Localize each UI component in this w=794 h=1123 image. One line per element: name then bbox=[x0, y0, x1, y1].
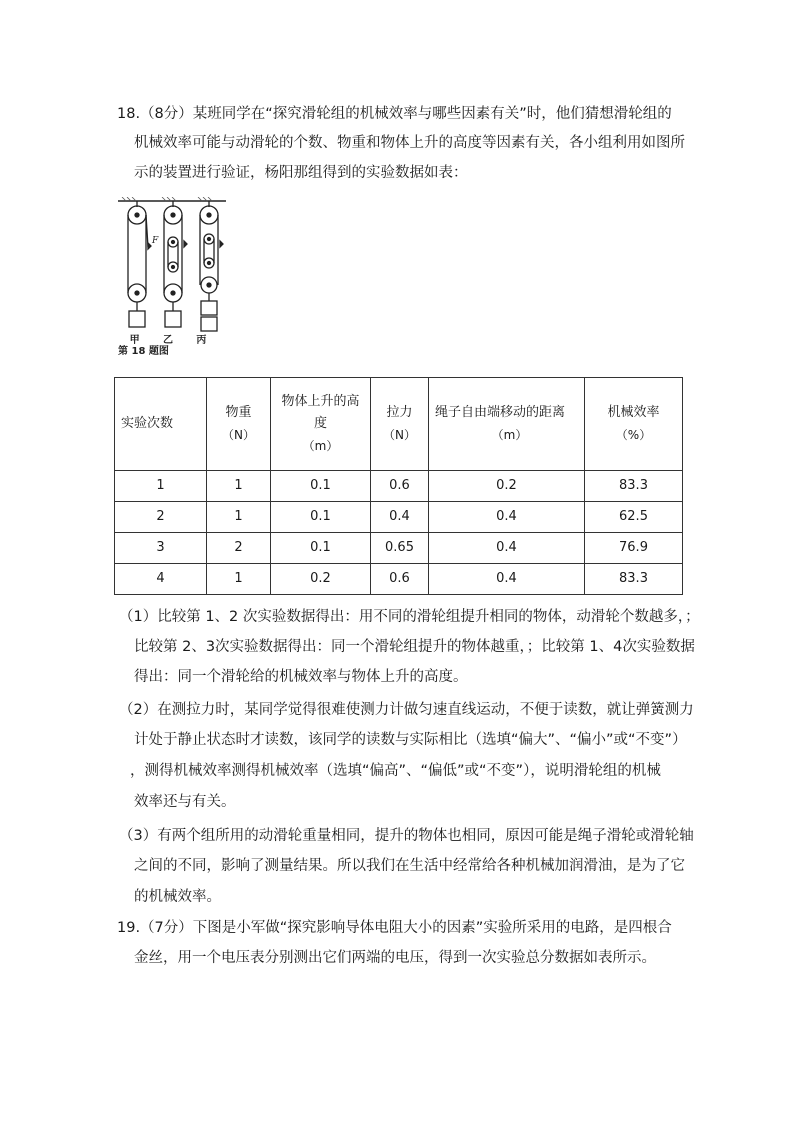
table-cell: 62.5 bbox=[585, 502, 683, 533]
q18-intro-line-2: 机械效率可能与动滑轮的个数、物重和物体上升的高度等因素有关，各小组利用如图所 bbox=[134, 135, 685, 151]
table-cell: 0.6 bbox=[371, 471, 429, 502]
table-cell: 0.1 bbox=[271, 533, 371, 564]
q18-part2-line-1: （2）在测拉力时，某同学觉得很难使测力计做匀速直线运动，不便于读数，就让弹簧测力 bbox=[119, 702, 694, 718]
table-row bbox=[115, 564, 683, 595]
table-row bbox=[115, 471, 683, 502]
q18-part2-line-2: 计处于静止状态时才读数，该同学的读数与实际相比（选填“偏大”、“偏小”或“不变”） bbox=[134, 732, 687, 748]
experiment-data-table bbox=[114, 377, 683, 595]
table-cell: 0.4 bbox=[429, 564, 585, 595]
table-cell: 4 bbox=[115, 564, 207, 595]
q18-part2-line-4: 效率还与有关。 bbox=[134, 794, 236, 810]
pulley-set-bing bbox=[200, 201, 223, 331]
table-cell: 0.2 bbox=[429, 471, 585, 502]
figure-caption-text: 第 18 题图 bbox=[118, 346, 169, 357]
pulley-diagram bbox=[118, 197, 230, 335]
table-cell: 0.1 bbox=[271, 502, 371, 533]
figure-label-jia: 甲 bbox=[129, 335, 140, 346]
q19-line-1: 19.（7分）下图是小军做“探究影响导体电阻大小的因素”实验所采用的电路，是四根合 bbox=[117, 920, 672, 936]
table-cell: 3 bbox=[115, 533, 207, 564]
table-cell: 0.2 bbox=[271, 564, 371, 595]
table-cell: 0.4 bbox=[371, 502, 429, 533]
table-cell: 83.3 bbox=[585, 564, 683, 595]
q18-part3-line-2: 之间的不同，影响了测量结果。所以我们在生活中经常给各种机械加润滑油，是为了它 bbox=[134, 858, 685, 874]
table-cell: 1 bbox=[207, 471, 271, 502]
figure-caption bbox=[118, 335, 230, 357]
table-cell: 0.65 bbox=[371, 533, 429, 564]
table-cell: 1 bbox=[207, 564, 271, 595]
table-cell: 1 bbox=[115, 471, 207, 502]
pulley-set-jia bbox=[128, 201, 151, 327]
table-cell: 0.4 bbox=[429, 533, 585, 564]
figure-label-yi: 乙 bbox=[162, 335, 173, 346]
pulley-figure bbox=[118, 197, 230, 357]
header-efficiency: 机械效率 （%） bbox=[585, 378, 683, 471]
q18-part3-line-3: 的机械效率。 bbox=[134, 889, 221, 905]
table-cell: 2 bbox=[207, 533, 271, 564]
header-pull-force: 拉力 （N） bbox=[371, 378, 429, 471]
header-rope-distance: 绳子自由端移动的距离 （m） bbox=[429, 378, 585, 471]
header-trial: 实验次数 bbox=[115, 378, 207, 471]
table-cell: 0.4 bbox=[429, 502, 585, 533]
table-cell: 76.9 bbox=[585, 533, 683, 564]
table-cell: 2 bbox=[115, 502, 207, 533]
table-cell: 0.6 bbox=[371, 564, 429, 595]
header-weight: 物重 （N） bbox=[207, 378, 271, 471]
table-row bbox=[115, 502, 683, 533]
q18-part1-line-3: 得出：同一个滑轮给的机械效率与物体上升的高度。 bbox=[134, 669, 468, 685]
q19-line-2: 金丝，用一个电压表分别测出它们两端的电压，得到一次实验总分数据如表所示。 bbox=[134, 950, 656, 966]
q18-part2-line-3: ，测得机械效率测得机械效率（选填“偏高”、“偏低”或“不变”），说明滑轮组的机械 bbox=[130, 763, 661, 779]
table-cell: 0.1 bbox=[271, 471, 371, 502]
q18-intro-line-1: 18.（8分）某班同学在“探究滑轮组的机械效率与哪些因素有关”时，他们猜想滑轮组的 bbox=[117, 106, 672, 122]
q18-part3-line-1: （3）有两个组所用的动滑轮重量相同，提升的物体也相同，原因可能是绳子滑轮或滑轮轴 bbox=[119, 828, 694, 844]
table-cell: 83.3 bbox=[585, 471, 683, 502]
header-height: 物体上升的高 度 （m） bbox=[271, 378, 371, 471]
force-label-jia: F bbox=[152, 236, 159, 246]
pulley-set-yi bbox=[164, 201, 187, 327]
figure-label-bing: 丙 bbox=[196, 335, 207, 346]
table-cell: 1 bbox=[207, 502, 271, 533]
q18-intro-line-3: 示的装置进行验证，杨阳那组得到的实验数据如表： bbox=[134, 165, 468, 181]
table-header-row bbox=[115, 378, 683, 471]
q18-part1-line-1: （1）比较第 1、2 次实验数据得出：用不同的滑轮组提升相同的物体，动滑轮个数越多，； bbox=[119, 609, 700, 625]
q18-part1-line-2: 比较第 2、3次实验数据得出：同一个滑轮组提升的物体越重，；比较第 1、4次实验数据 bbox=[134, 639, 695, 655]
table-row bbox=[115, 533, 683, 564]
